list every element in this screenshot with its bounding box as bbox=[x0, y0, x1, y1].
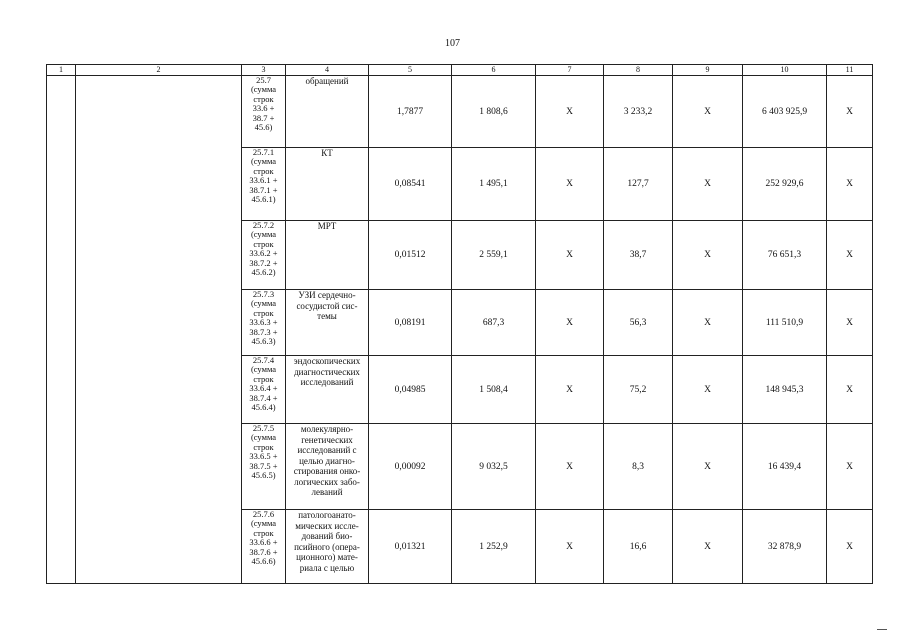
value-cell-8: 38,7 bbox=[604, 221, 673, 290]
value-cell-7: X bbox=[536, 76, 604, 148]
row-code-line: 45.6.2) bbox=[251, 267, 276, 278]
header-cell: 7 bbox=[536, 65, 604, 76]
header-cell: 6 bbox=[452, 65, 536, 76]
row-code-cell bbox=[242, 510, 286, 584]
row-code-line: 33.6.5 + bbox=[249, 451, 278, 462]
value-cell-11: X bbox=[827, 290, 873, 356]
row-code-line: 25.7.1 bbox=[252, 147, 275, 157]
value-cell-5: 0,08191 bbox=[369, 290, 452, 356]
row-name-line: целью диагно- bbox=[299, 455, 355, 466]
value-cell-8: 16,6 bbox=[604, 510, 673, 584]
value-cell-6: 1 252,9 bbox=[452, 510, 536, 584]
value-cell-9: X bbox=[673, 148, 743, 221]
row-code-line: строк bbox=[253, 307, 274, 318]
value-cell-11: X bbox=[827, 356, 873, 424]
row-code-cell bbox=[242, 424, 286, 510]
row-code-line: 25.7 bbox=[256, 75, 271, 85]
value-cell-5: 1,7877 bbox=[369, 76, 452, 148]
value-cell-10: 252 929,6 bbox=[743, 148, 827, 221]
row-code-line: 33.6.6 + bbox=[249, 537, 278, 548]
value-cell-9: X bbox=[673, 76, 743, 148]
row-name-line: генетических bbox=[301, 434, 353, 445]
value-cell-8: 75,2 bbox=[604, 356, 673, 424]
value-cell-7: X bbox=[536, 221, 604, 290]
row-name-line: ционного) мате- bbox=[296, 552, 358, 562]
value-cell-7: X bbox=[536, 290, 604, 356]
row-name-line: темы bbox=[317, 311, 337, 321]
header-cell: 1 bbox=[47, 65, 76, 76]
row-code-line: 45.6.3) bbox=[251, 336, 276, 347]
header-cell: 8 bbox=[604, 65, 673, 76]
value-cell-6: 9 032,5 bbox=[452, 424, 536, 510]
row-code-line: строк bbox=[253, 165, 274, 176]
row-name-cell bbox=[286, 424, 369, 510]
row-code-line: 25.7.6 bbox=[252, 509, 275, 519]
row-name-line: мических иссле- bbox=[295, 520, 359, 531]
value-cell-10: 76 651,3 bbox=[743, 221, 827, 290]
value-cell-8: 3 233,2 bbox=[604, 76, 673, 148]
row-code-line: (сумма bbox=[250, 229, 277, 240]
value-cell-10: 148 945,3 bbox=[743, 356, 827, 424]
row-code-line: 38.7.4 + bbox=[249, 392, 278, 403]
value-cell-10: 6 403 925,9 bbox=[743, 76, 827, 148]
row-code-line: 38.7 + bbox=[252, 112, 275, 123]
row-name-line: дований био- bbox=[301, 531, 353, 541]
row-code-line: 38.7.1 + bbox=[249, 184, 278, 195]
row-code-line: 38.7.2 + bbox=[249, 257, 278, 268]
value-cell-11: X bbox=[827, 221, 873, 290]
page-number: 107 bbox=[445, 38, 460, 49]
row-code-line: 45.6) bbox=[254, 122, 273, 133]
row-code-line: 25.7.4 bbox=[252, 355, 275, 365]
value-cell-5: 0,08541 bbox=[369, 148, 452, 221]
value-cell-5: 0,04985 bbox=[369, 356, 452, 424]
header-cell: 9 bbox=[673, 65, 743, 76]
row-code-line: (сумма bbox=[250, 84, 277, 95]
row-code-line: строк bbox=[253, 373, 274, 384]
row-name-cell bbox=[286, 510, 369, 584]
row-code-line: 25.7.5 bbox=[252, 423, 275, 433]
row-name-line: КТ bbox=[321, 148, 333, 158]
row-name-line: риала с целью bbox=[299, 562, 355, 573]
value-cell-7: X bbox=[536, 148, 604, 221]
value-cell-5: 0,00092 bbox=[369, 424, 452, 510]
row-code-line: 33.6 + bbox=[252, 103, 275, 114]
value-cell-8: 8,3 bbox=[604, 424, 673, 510]
value-cell-11: X bbox=[827, 424, 873, 510]
value-cell-7: X bbox=[536, 510, 604, 584]
row-code-cell bbox=[242, 76, 286, 148]
table-row bbox=[47, 76, 873, 148]
row-name-cell bbox=[286, 76, 369, 148]
row-code-line: 45.6.4) bbox=[251, 402, 276, 413]
value-cell-11: X bbox=[827, 510, 873, 584]
value-cell-11: X bbox=[827, 76, 873, 148]
row-code-line: 25.7.3 bbox=[252, 289, 275, 299]
value-cell-6: 1 495,1 bbox=[452, 148, 536, 221]
page-corner-mark bbox=[877, 629, 887, 630]
value-cell-8: 56,3 bbox=[604, 290, 673, 356]
row-code-line: (сумма bbox=[250, 156, 277, 167]
row-code-cell bbox=[242, 356, 286, 424]
row-code-line: 25.7.2 bbox=[252, 220, 275, 230]
value-cell-9: X bbox=[673, 221, 743, 290]
row-name-line: диагностических bbox=[294, 366, 360, 377]
row-code-line: (сумма bbox=[250, 518, 277, 529]
value-cell-9: X bbox=[673, 510, 743, 584]
row-name-cell bbox=[286, 221, 369, 290]
row-code-line: 38.7.3 + bbox=[249, 326, 278, 337]
row-code-line: 33.6.4 + bbox=[249, 383, 278, 394]
value-cell-6: 1 808,6 bbox=[452, 76, 536, 148]
value-cell-9: X bbox=[673, 424, 743, 510]
row-code-line: 45.6.1) bbox=[251, 194, 276, 205]
value-cell-7: X bbox=[536, 424, 604, 510]
header-cell: 3 bbox=[242, 65, 286, 76]
header-row bbox=[47, 65, 873, 76]
header-cell: 5 bbox=[369, 65, 452, 76]
row-code-line: 38.7.5 + bbox=[249, 460, 278, 471]
value-cell-9: X bbox=[673, 356, 743, 424]
data-table bbox=[46, 64, 873, 584]
row-code-line: 33.6.3 + bbox=[249, 317, 278, 328]
row-code-line: 38.7.6 + bbox=[249, 546, 278, 557]
row-name-line: исследований bbox=[300, 377, 354, 387]
row-code-cell bbox=[242, 148, 286, 221]
row-code-cell bbox=[242, 221, 286, 290]
row-code-line: 33.6.1 + bbox=[249, 175, 278, 186]
row-name-line: псийного (опера- bbox=[294, 541, 360, 552]
row-code-line: 45.6.6) bbox=[251, 556, 276, 567]
value-cell-10: 111 510,9 bbox=[743, 290, 827, 356]
header-cell: 10 bbox=[743, 65, 827, 76]
row-code-line: строк bbox=[253, 527, 274, 538]
value-cell-7: X bbox=[536, 356, 604, 424]
row-name-cell bbox=[286, 356, 369, 424]
row-code-line: строк bbox=[253, 441, 274, 452]
row-code-line: (сумма bbox=[250, 432, 277, 443]
row-name-line: МРТ bbox=[317, 221, 337, 231]
value-cell-6: 2 559,1 bbox=[452, 221, 536, 290]
value-cell-10: 16 439,4 bbox=[743, 424, 827, 510]
row-code-line: (сумма bbox=[250, 364, 277, 375]
row-name-line: патологоанато- bbox=[298, 510, 356, 520]
value-cell-6: 1 508,4 bbox=[452, 356, 536, 424]
row-name-line: сосудистой сис- bbox=[296, 300, 358, 311]
row-name-line: молекулярно- bbox=[300, 424, 354, 434]
header-cell: 11 bbox=[827, 65, 873, 76]
value-cell-6: 687,3 bbox=[452, 290, 536, 356]
value-cell-10: 32 878,9 bbox=[743, 510, 827, 584]
row-code-line: 45.6.5) bbox=[251, 470, 276, 481]
value-cell-5: 0,01512 bbox=[369, 221, 452, 290]
header-cell: 4 bbox=[286, 65, 369, 76]
col2-cell bbox=[76, 76, 242, 584]
header-cell: 2 bbox=[76, 65, 242, 76]
value-cell-11: X bbox=[827, 148, 873, 221]
row-code-line: (сумма bbox=[250, 298, 277, 309]
row-name-line: стирования онко- bbox=[293, 466, 361, 476]
row-name-cell bbox=[286, 290, 369, 356]
row-code-line: 33.6.2 + bbox=[249, 248, 278, 259]
value-cell-8: 127,7 bbox=[604, 148, 673, 221]
row-name-line: логических забо- bbox=[294, 476, 360, 487]
row-name-cell bbox=[286, 148, 369, 221]
value-cell-5: 0,01321 bbox=[369, 510, 452, 584]
row-name-line: леваний bbox=[311, 487, 343, 497]
col1-cell bbox=[47, 76, 76, 584]
row-name-line: исследований с bbox=[297, 445, 357, 455]
row-name-line: УЗИ сердечно- bbox=[298, 290, 356, 300]
row-name-line: эндоскопических bbox=[293, 356, 361, 366]
row-code-line: строк bbox=[253, 238, 274, 249]
value-cell-9: X bbox=[673, 290, 743, 356]
row-code-cell bbox=[242, 290, 286, 356]
row-name-line: обращений bbox=[305, 76, 349, 86]
row-code-line: строк bbox=[253, 93, 274, 104]
